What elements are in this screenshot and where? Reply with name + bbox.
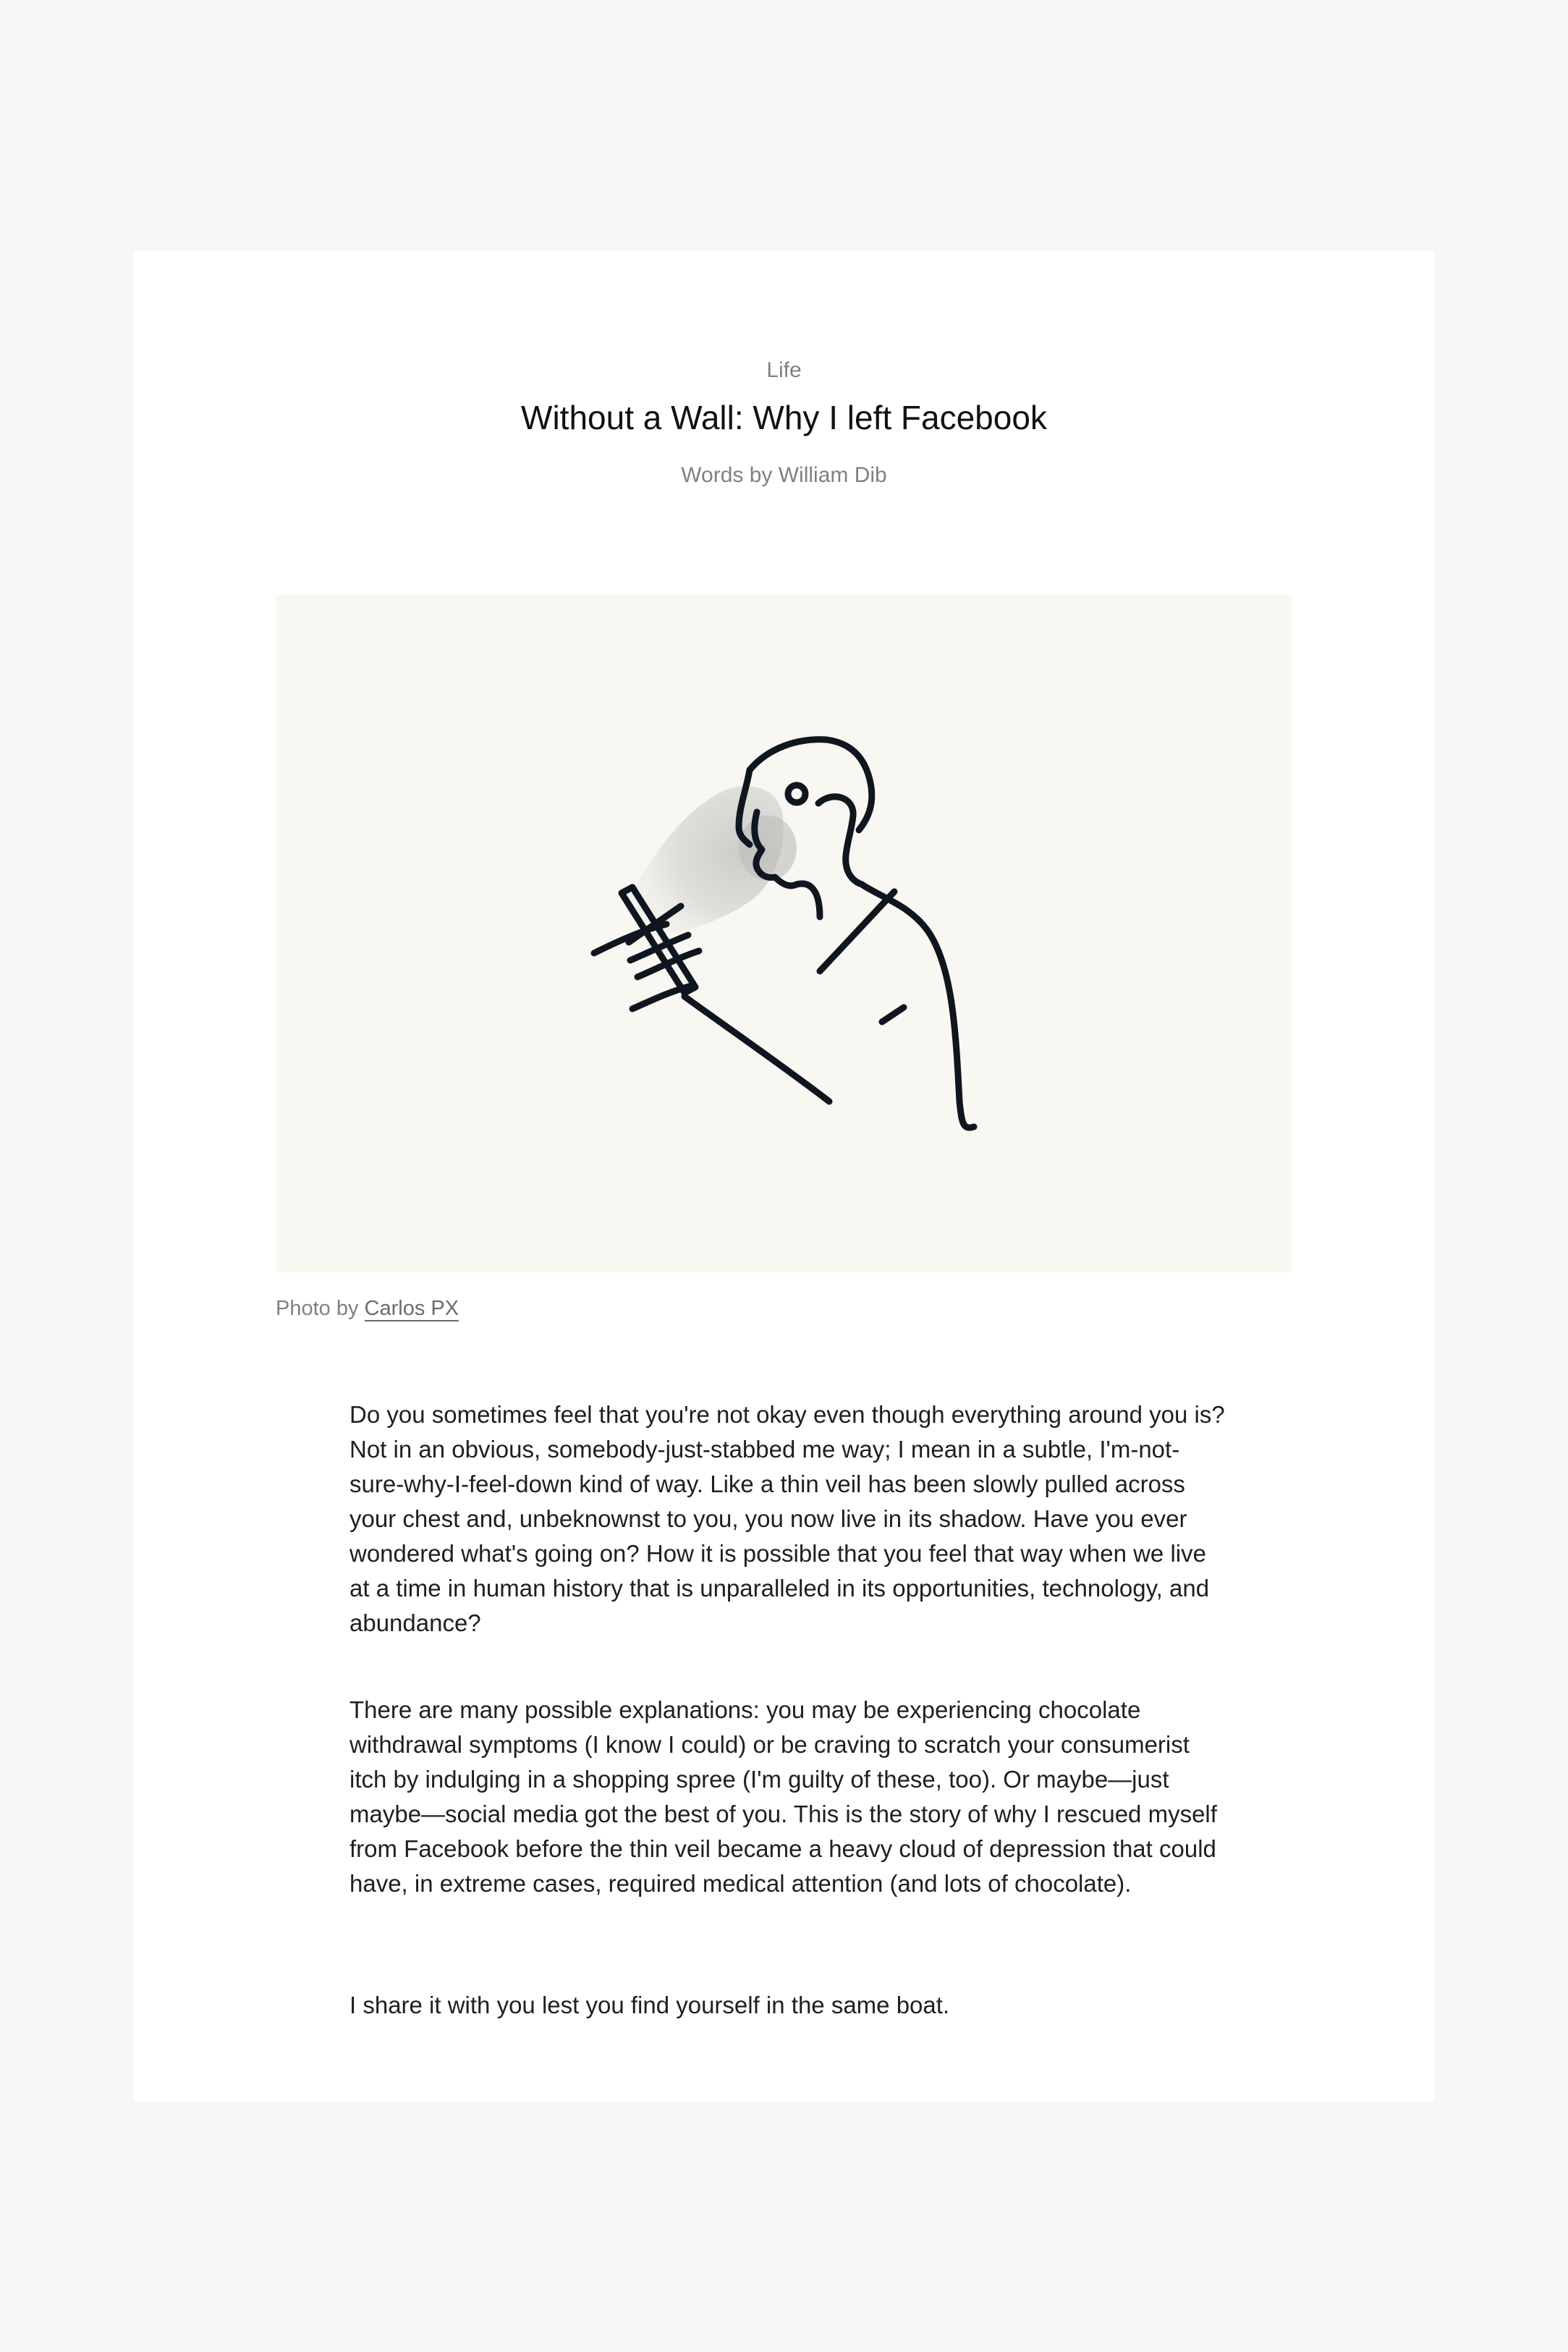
paragraph-1: Do you sometimes feel that you're not okay even though everything around you is? Not in an obvious, somebody-just-stabbed me way; I mean in a subtle, I'm-not-sure-why-I-feel-down kind of way. Like a thin veil has been slowly pulled across your chest and, unbeknownst to you, you now live in its shadow. Have you ever wondered what's going on? How it is possible that you feel that way when we live at a time in human history that is unparalleled in its opportunities, technology, and abundance? (349, 1401, 1225, 1636)
article-category[interactable]: Life (766, 358, 802, 382)
ear (788, 785, 805, 803)
neck-line (820, 892, 894, 971)
face-shadow (739, 816, 797, 881)
paragraph-3: I share it with you lest you find yourself in the same boat. (349, 1992, 950, 2018)
ear-curve (818, 797, 862, 884)
photographer-link[interactable]: Carlos PX (364, 1297, 459, 1320)
article-byline: Words by William Dib (681, 463, 887, 487)
back-line (862, 884, 974, 1128)
forearm (685, 997, 829, 1101)
paragraph-2: There are many possible explanations: you may be experiencing chocolate withdrawal symptoms (I know I could) or be craving to scratch your consumerist itch by indulging in a shopping spree (I'm guilty of these, too). Or maybe—just maybe—social media got the best of you. This is the story of why I rescued myself from Facebook before the thin veil became a heavy cloud of depression that could have, in extreme cases, required medical attention (and lots of chocolate). (349, 1696, 1217, 1897)
person-looking-at-phone-illustration (276, 595, 1292, 1272)
jaw (797, 884, 820, 917)
caption-prefix: Photo by (276, 1297, 359, 1320)
arm-mark (882, 1007, 904, 1022)
article-card (133, 251, 1435, 2102)
photo-caption (276, 1294, 459, 1323)
hero-image (276, 595, 1292, 1272)
article-title: Without a Wall: Why I left Facebook (521, 399, 1047, 436)
